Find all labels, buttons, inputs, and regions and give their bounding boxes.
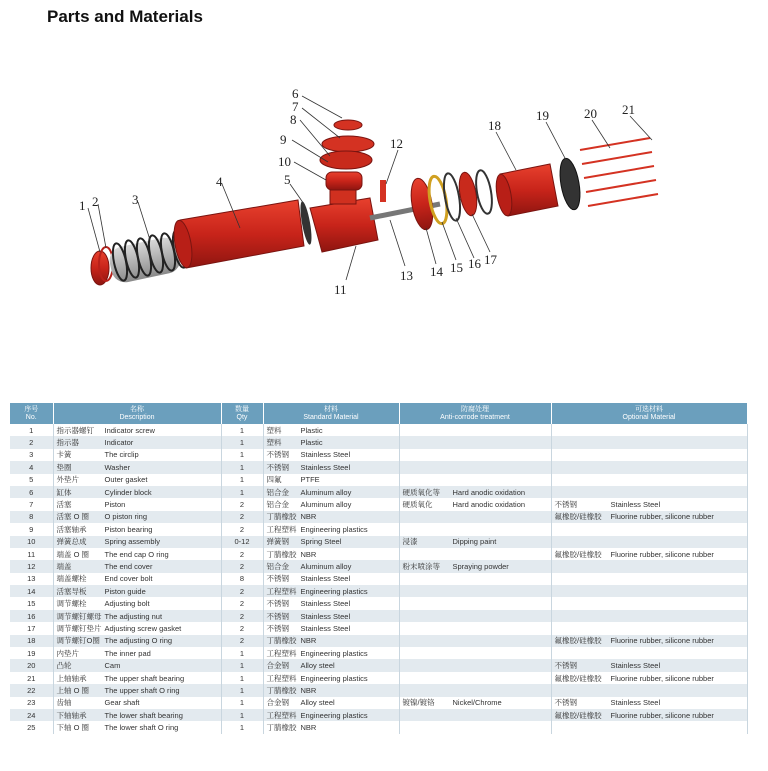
cell-description: 凸轮 Cam [53, 659, 221, 671]
cell-treatment [399, 548, 551, 560]
callout-8: 8 [290, 112, 297, 127]
cell-description: 齿轴 Gear shaft [53, 697, 221, 709]
table-row [10, 486, 747, 498]
cell-treatment [399, 684, 551, 696]
cell-no: 22 [10, 684, 53, 696]
cell-standard-material: 塑料 Plastic [263, 424, 399, 436]
table-row [10, 709, 747, 721]
cell-no: 6 [10, 486, 53, 498]
callout-16: 16 [468, 256, 481, 271]
cell-description: 调节螺钉螺母 The adjusting nut [53, 610, 221, 622]
cell-qty: 2 [221, 597, 263, 609]
cell-qty: 2 [221, 523, 263, 535]
table-row [10, 597, 747, 609]
cell-qty: 1 [221, 424, 263, 436]
cell-treatment [399, 523, 551, 535]
header-optional-material: 可选材料 Optional Material [551, 403, 747, 424]
cell-no: 19 [10, 647, 53, 659]
cell-optional-material [551, 523, 747, 535]
table-row [10, 548, 747, 560]
cell-description: 缸体 Cylinder block [53, 486, 221, 498]
cell-standard-material: 铝合金 Aluminum alloy [263, 486, 399, 498]
callout-4: 4 [216, 174, 223, 189]
cell-description: 下轴轴承 The lower shaft bearing [53, 709, 221, 721]
cell-optional-material [551, 597, 747, 609]
cell-treatment [399, 635, 551, 647]
table-row [10, 610, 747, 622]
cell-standard-material: 不锈钢 Stainless Steel [263, 597, 399, 609]
page-title: Parts and Materials [47, 7, 203, 26]
cell-no: 12 [10, 560, 53, 572]
cell-treatment [399, 573, 551, 585]
cell-treatment: 浸漆 Dipping paint [399, 536, 551, 548]
table-row [10, 498, 747, 510]
cell-no: 8 [10, 511, 53, 523]
table-row [10, 474, 747, 486]
cell-qty: 8 [221, 573, 263, 585]
cell-qty: 1 [221, 721, 263, 733]
header-no: 序号 No. [10, 403, 53, 424]
cell-optional-material [551, 721, 747, 733]
callout-17: 17 [484, 252, 497, 267]
table-row [10, 672, 747, 684]
cell-treatment [399, 461, 551, 473]
table-row [10, 697, 747, 709]
cell-no: 23 [10, 697, 53, 709]
cell-description: 垫圈 Washer [53, 461, 221, 473]
cell-treatment [399, 672, 551, 684]
cell-no: 18 [10, 635, 53, 647]
cell-treatment [399, 474, 551, 486]
cell-qty: 1 [221, 709, 263, 721]
cell-standard-material: 工程塑料 Engineering plastics [263, 523, 399, 535]
cell-qty: 2 [221, 560, 263, 572]
cell-description: 调节螺栓 Adjusting bolt [53, 597, 221, 609]
cell-qty: 1 [221, 449, 263, 461]
table-row [10, 622, 747, 634]
cell-no: 4 [10, 461, 53, 473]
cell-treatment: 硬质氧化等 Hard anodic oxidation [399, 486, 551, 498]
cell-description: 调节螺钉O圈 The adjusting O ring [53, 635, 221, 647]
cell-no: 1 [10, 424, 53, 436]
cell-treatment [399, 597, 551, 609]
cell-treatment [399, 436, 551, 448]
cell-optional-material [551, 461, 747, 473]
cell-treatment [399, 511, 551, 523]
cell-qty: 1 [221, 697, 263, 709]
cell-optional-material [551, 573, 747, 585]
cell-standard-material: 合金钢 Alloy steel [263, 697, 399, 709]
right-end-cover [493, 164, 558, 217]
cell-description: 指示器 Indicator [53, 436, 221, 448]
cell-no: 24 [10, 709, 53, 721]
cell-optional-material [551, 610, 747, 622]
header-description: 名称 Description [53, 403, 221, 424]
callout-1: 1 [79, 198, 86, 213]
cell-no: 21 [10, 672, 53, 684]
cell-standard-material: 四氟 PTFE [263, 474, 399, 486]
cell-no: 13 [10, 573, 53, 585]
table-row [10, 573, 747, 585]
table-row [10, 647, 747, 659]
cell-standard-material: 丁腈橡胶 NBR [263, 635, 399, 647]
exploded-view-diagram [60, 80, 700, 310]
cell-standard-material: 不锈钢 Stainless Steel [263, 449, 399, 461]
actuator-exploded-illustration [60, 80, 700, 310]
cell-no: 5 [10, 474, 53, 486]
cell-no: 9 [10, 523, 53, 535]
cell-description: 上轴 O 圈 The upper shaft O ring [53, 684, 221, 696]
cell-description: 卡簧 The circlip [53, 449, 221, 461]
cell-qty: 1 [221, 486, 263, 498]
cover-bolts [580, 138, 658, 206]
cell-optional-material: 不锈钢 Stainless Steel [551, 659, 747, 671]
callout-11: 11 [334, 282, 347, 297]
cell-standard-material: 工程塑料 Engineering plastics [263, 709, 399, 721]
cell-standard-material: 铝合金 Aluminum alloy [263, 498, 399, 510]
callout-7: 7 [292, 99, 299, 114]
cell-treatment: 粉末喷涂等 Spraying powder [399, 560, 551, 572]
cell-treatment [399, 585, 551, 597]
cell-qty: 1 [221, 474, 263, 486]
left-end-cap [91, 247, 113, 285]
cell-treatment [399, 647, 551, 659]
cell-description: 活塞导板 Piston guide [53, 585, 221, 597]
cell-standard-material: 丁腈橡胶 NBR [263, 548, 399, 560]
cell-standard-material: 不锈钢 Stainless Steel [263, 461, 399, 473]
cell-treatment [399, 622, 551, 634]
cell-standard-material: 不锈钢 Stainless Steel [263, 573, 399, 585]
cell-optional-material [551, 622, 747, 634]
cell-standard-material: 不锈钢 Stainless Steel [263, 622, 399, 634]
cell-treatment [399, 659, 551, 671]
cell-description: 调节螺钉垫片 Adjusting screw gasket [53, 622, 221, 634]
table-row [10, 585, 747, 597]
table-header-row [10, 403, 747, 424]
cell-no: 10 [10, 536, 53, 548]
header-qty: 数量 Qty [221, 403, 263, 424]
callout-5: 5 [284, 172, 291, 187]
cell-treatment [399, 610, 551, 622]
cell-optional-material [551, 436, 747, 448]
cell-treatment: 硬质氧化 Hard anodic oxidation [399, 498, 551, 510]
table-row [10, 659, 747, 671]
cell-optional-material [551, 560, 747, 572]
cell-no: 25 [10, 721, 53, 733]
table-row [10, 536, 747, 548]
cell-optional-material [551, 536, 747, 548]
callout-18: 18 [488, 118, 501, 133]
cell-optional-material [551, 474, 747, 486]
cell-treatment [399, 424, 551, 436]
cell-no: 3 [10, 449, 53, 461]
cell-no: 7 [10, 498, 53, 510]
callout-19: 19 [536, 108, 549, 123]
cell-optional-material [551, 486, 747, 498]
end-cap-disc [557, 157, 584, 211]
callout-12: 12 [390, 136, 403, 151]
cell-no: 17 [10, 622, 53, 634]
cell-description: 下轴 O 圈 The lower shaft O ring [53, 721, 221, 733]
cell-treatment: 镀镍/镀铬 Nickel/Chrome [399, 697, 551, 709]
cell-treatment [399, 709, 551, 721]
cell-optional-material: 氟橡胶/硅橡胶 Fluorine rubber, silicone rubber [551, 672, 747, 684]
cell-optional-material: 氟橡胶/硅橡胶 Fluorine rubber, silicone rubber [551, 511, 747, 523]
cylinder-block [171, 200, 304, 269]
cell-description: 指示器螺钉 Indicator screw [53, 424, 221, 436]
cell-description: 活塞 Piston [53, 498, 221, 510]
parts-materials-table [10, 403, 748, 734]
top-indicator-stack [320, 120, 374, 190]
piston-and-rings [408, 169, 495, 231]
cell-standard-material: 塑料 Plastic [263, 436, 399, 448]
cell-treatment [399, 449, 551, 461]
cell-optional-material: 不锈钢 Stainless Steel [551, 697, 747, 709]
cell-standard-material: 工程塑料 Engineering plastics [263, 585, 399, 597]
callout-9: 9 [280, 132, 287, 147]
header-treatment: 防腐处理 Anti-corrode treatment [399, 403, 551, 424]
cell-standard-material: 丁腈橡胶 NBR [263, 721, 399, 733]
cell-qty: 2 [221, 548, 263, 560]
callout-6: 6 [292, 86, 299, 101]
cell-standard-material: 铝合金 Aluminum alloy [263, 560, 399, 572]
cell-no: 11 [10, 548, 53, 560]
end-cover-bolt [380, 180, 386, 202]
cell-description: 上轴轴承 The upper shaft bearing [53, 672, 221, 684]
cell-standard-material: 弹簧钢 Spring Steel [263, 536, 399, 548]
cell-no: 20 [10, 659, 53, 671]
callout-21: 21 [622, 102, 635, 117]
cell-no: 15 [10, 597, 53, 609]
callout-10: 10 [278, 154, 291, 169]
cell-qty: 1 [221, 659, 263, 671]
cell-no: 16 [10, 610, 53, 622]
cell-standard-material: 丁腈橡胶 NBR [263, 511, 399, 523]
callout-3: 3 [132, 192, 139, 207]
cell-standard-material: 工程塑料 Engineering plastics [263, 647, 399, 659]
cell-qty: 2 [221, 610, 263, 622]
cell-qty: 2 [221, 635, 263, 647]
table-row [10, 635, 747, 647]
cell-optional-material: 氟橡胶/硅橡胶 Fluorine rubber, silicone rubber [551, 635, 747, 647]
cell-qty: 1 [221, 672, 263, 684]
table-row [10, 461, 747, 473]
table-row [10, 449, 747, 461]
table-row [10, 684, 747, 696]
table-row [10, 721, 747, 733]
cell-description: 活塞轴承 Piston bearing [53, 523, 221, 535]
cell-optional-material [551, 424, 747, 436]
table-row [10, 511, 747, 523]
callout-20: 20 [584, 106, 597, 121]
callout-13: 13 [400, 268, 413, 283]
cell-standard-material: 工程塑料 Engineering plastics [263, 672, 399, 684]
cell-standard-material: 丁腈橡胶 NBR [263, 684, 399, 696]
table-row [10, 560, 747, 572]
cell-qty: 1 [221, 684, 263, 696]
cell-optional-material [551, 585, 747, 597]
cell-no: 14 [10, 585, 53, 597]
cell-optional-material: 氟橡胶/硅橡胶 Fluorine rubber, silicone rubber [551, 548, 747, 560]
table-row [10, 436, 747, 448]
table-row [10, 523, 747, 535]
cell-description: 端盖螺栓 End cover bolt [53, 573, 221, 585]
cell-standard-material: 合金钢 Alloy steel [263, 659, 399, 671]
cell-standard-material: 不锈钢 Stainless Steel [263, 610, 399, 622]
cell-optional-material: 氟橡胶/硅橡胶 Fluorine rubber, silicone rubber [551, 709, 747, 721]
cell-no: 2 [10, 436, 53, 448]
cell-optional-material [551, 449, 747, 461]
cell-description: 端盖 O 圈 The end cap O ring [53, 548, 221, 560]
cell-qty: 1 [221, 461, 263, 473]
callout-15: 15 [450, 260, 463, 275]
cell-description: 弹簧总成 Spring assembly [53, 536, 221, 548]
header-standard-material: 材料 Standard Material [263, 403, 399, 424]
cell-qty: 1 [221, 436, 263, 448]
table-row [10, 424, 747, 436]
cell-qty: 2 [221, 585, 263, 597]
callout-14: 14 [430, 264, 443, 279]
cell-description: 外垫片 Outer gasket [53, 474, 221, 486]
cell-description: 端盖 The end cover [53, 560, 221, 572]
cell-qty: 1 [221, 647, 263, 659]
callout-2: 2 [92, 194, 99, 209]
cell-qty: 2 [221, 498, 263, 510]
cell-qty: 2 [221, 622, 263, 634]
cell-description: 内垫片 The inner pad [53, 647, 221, 659]
cell-optional-material [551, 684, 747, 696]
cell-treatment [399, 721, 551, 733]
cell-description: 活塞 O 圈 O piston ring [53, 511, 221, 523]
cell-optional-material: 不锈钢 Stainless Steel [551, 498, 747, 510]
cell-qty: 0-12 [221, 536, 263, 548]
cell-optional-material [551, 647, 747, 659]
cell-qty: 2 [221, 511, 263, 523]
